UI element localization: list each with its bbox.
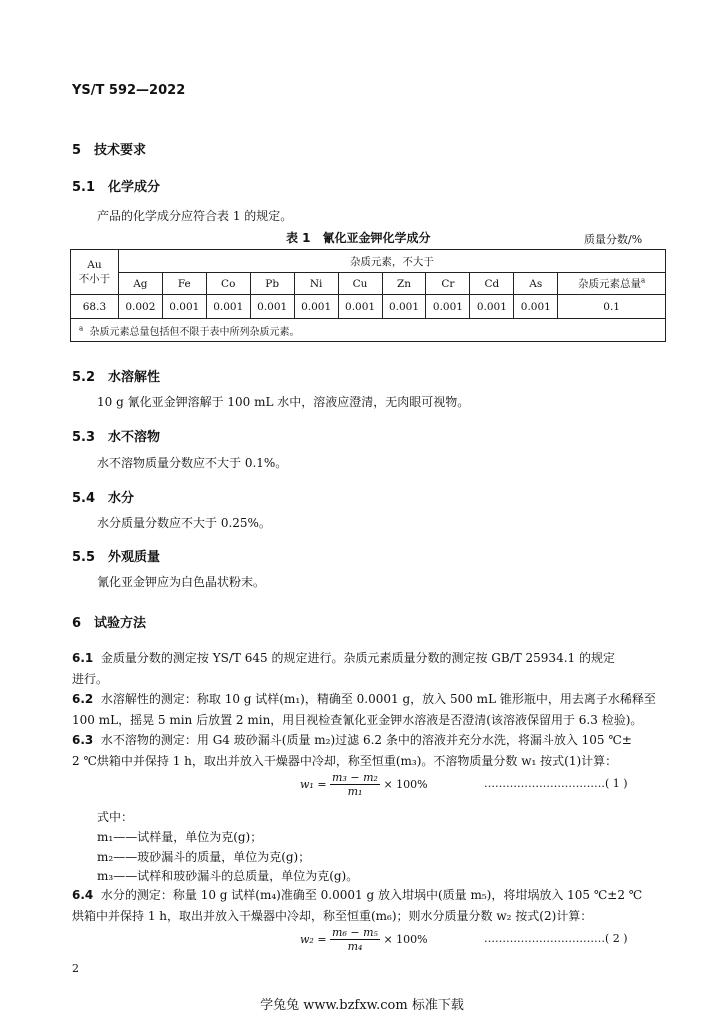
section-5-title: 5 技术要求 xyxy=(72,143,147,158)
formula-denominator: m₁ xyxy=(347,785,363,798)
section-5-4-title: 5.4 水分 xyxy=(72,491,135,506)
table-cell: 0.001 xyxy=(470,295,514,319)
table-cell: 0.002 xyxy=(118,295,162,319)
formula-fraction xyxy=(330,926,380,953)
standard-number: YS/T 592—2022 xyxy=(72,83,186,98)
column-header: Pb xyxy=(250,273,294,295)
formula-dots: …………………………… xyxy=(484,777,605,790)
where-label: 式中： xyxy=(97,810,134,824)
formula-rhs: × 100% xyxy=(383,778,428,791)
formula-number: ( 1 ) xyxy=(605,777,628,790)
table-cell: 68.3 xyxy=(71,295,119,319)
table-cell: 0.001 xyxy=(514,295,558,319)
where-item-m1: m₁——试样量，单位为克(g)； xyxy=(97,830,263,844)
column-header: Co xyxy=(206,273,250,295)
paragraph-6-1 xyxy=(72,649,615,666)
paragraph-6-1-cont: 进行。 xyxy=(72,672,109,686)
formula-dots: …………………………… xyxy=(484,932,605,945)
paragraph-number: 6.1 xyxy=(72,651,94,665)
column-header: Cd xyxy=(470,273,514,295)
paragraph-number: 6.2 xyxy=(72,692,94,706)
table-cell: 0.001 xyxy=(162,295,206,319)
au-header xyxy=(71,250,119,295)
table-cell: 0.001 xyxy=(338,295,382,319)
formula-numerator: m₆ − m₅ xyxy=(332,926,378,939)
section-5-1-title: 5.1 化学成分 xyxy=(72,180,161,195)
formula-denominator: m₄ xyxy=(347,940,363,953)
table-unit: 质量分数/% xyxy=(584,233,643,246)
paragraph-6-4-cont: 烘箱中并保持 1 h，取出并放入干燥器中冷却，称至恒重(m₆)；则水分质量分数 w₂ 按式(2)计算： xyxy=(72,909,593,923)
formula-fraction xyxy=(330,771,380,798)
section-5-2-text: 10 g 氰化亚金钾溶解于 100 mL 水中，溶液应澄清，无肉眼可视物。 xyxy=(97,395,470,409)
footnote-mark: a xyxy=(641,276,646,285)
formula-lhs: w₁ = xyxy=(300,778,331,791)
paragraph-6-2 xyxy=(72,690,656,707)
table-cell: 0.001 xyxy=(382,295,426,319)
au-header-limit: 不小于 xyxy=(78,272,111,285)
table-cell: 0.1 xyxy=(558,295,666,319)
section-5-4-text: 水分质量分数应不大于 0.25%。 xyxy=(97,516,271,530)
column-header: Ni xyxy=(294,273,338,295)
formula-number: ( 2 ) xyxy=(605,932,628,945)
formula-2-label xyxy=(484,932,628,945)
section-5-3-text: 水不溶物质量分数应不大于 0.1%。 xyxy=(97,456,288,470)
table-footnote xyxy=(71,319,666,342)
where-item-m2: m₂——玻砂漏斗的质量，单位为克(g)； xyxy=(97,850,311,864)
section-5-1-text: 产品的化学成分应符合表 1 的规定。 xyxy=(97,209,293,223)
paragraph-6-2-cont: 100 mL，摇晃 5 min 后放置 2 min，用目视检查氰化亚金钾水溶液是否澄清(该溶液保留用于 6.3 检验)。 xyxy=(72,713,643,727)
formula-rhs: × 100% xyxy=(383,933,428,946)
chemical-composition-table xyxy=(70,249,666,342)
column-header: Fe xyxy=(162,273,206,295)
column-header: Ag xyxy=(118,273,162,295)
paragraph-line: 水分的测定：称量 10 g 试样(m₄)准确至 0.0001 g 放入坩埚中(质量 m₅)，将坩埚放入 105 ℃±2 ℃ xyxy=(100,888,643,902)
formula-numerator: m₃ − m₂ xyxy=(332,771,378,784)
formula-lhs: w₂ = xyxy=(300,933,331,946)
paragraph-6-3-cont: 2 ℃烘箱中并保持 1 h，取出并放入干燥器中冷却，称至恒重(m₃)。不溶物质量分数 w₁ 按式(1)计算： xyxy=(72,754,618,768)
paragraph-number: 6.4 xyxy=(72,888,94,902)
total-label: 杂质元素总量 xyxy=(578,278,642,290)
column-header: Zn xyxy=(382,273,426,295)
footnote-mark: a xyxy=(79,324,84,333)
section-5-2-title: 5.2 水溶解性 xyxy=(72,370,161,385)
table-cell: 0.001 xyxy=(294,295,338,319)
table-cell: 0.001 xyxy=(206,295,250,319)
section-5-5-title: 5.5 外观质量 xyxy=(72,550,161,565)
column-header-total xyxy=(558,273,666,295)
download-footer: 学兔兔 www.bzfxw.com 标准下载 xyxy=(260,998,464,1013)
page-number: 2 xyxy=(72,962,79,975)
column-header: Cu xyxy=(338,273,382,295)
paragraph-6-3 xyxy=(72,731,632,748)
formula-2 xyxy=(300,926,428,953)
where-item-m3: m₃——试样和玻砂漏斗的总质量，单位为克(g)。 xyxy=(97,869,359,883)
table-cell: 0.001 xyxy=(250,295,294,319)
formula-1-label xyxy=(484,777,628,790)
column-header: Cr xyxy=(426,273,470,295)
paragraph-number: 6.3 xyxy=(72,733,94,747)
paragraph-line: 水不溶物的测定：用 G4 玻砂漏斗(质量 m₂)过滤 6.2 条中的溶液并充分水洗，将漏斗放入 105 ℃± xyxy=(100,733,632,747)
paragraph-line: 水溶解性的测定：称取 10 g 试样(m₁)，精确至 0.0001 g，放入 500 mL 锥形瓶中，用去离子水稀释至 xyxy=(100,692,656,706)
paragraph-line: 金质量分数的测定按 YS/T 645 的规定进行。杂质元素质量分数的测定按 GB/T 25934.1 的规定 xyxy=(100,651,615,665)
paragraph-6-4 xyxy=(72,886,642,903)
table-cell: 0.001 xyxy=(426,295,470,319)
section-6-title: 6 试验方法 xyxy=(72,616,147,631)
au-header-symbol: Au xyxy=(87,258,102,271)
footnote-text: 杂质元素总量包括但不限于表中所列杂质元素。 xyxy=(89,326,300,338)
section-5-3-title: 5.3 水不溶物 xyxy=(72,430,161,445)
formula-1 xyxy=(300,771,428,798)
section-5-5-text: 氰化亚金钾应为白色晶状粉末。 xyxy=(97,575,266,589)
impurity-header: 杂质元素，不大于 xyxy=(118,250,665,273)
column-header: As xyxy=(514,273,558,295)
table-caption: 表 1 氰化亚金钾化学成分 xyxy=(286,231,431,245)
